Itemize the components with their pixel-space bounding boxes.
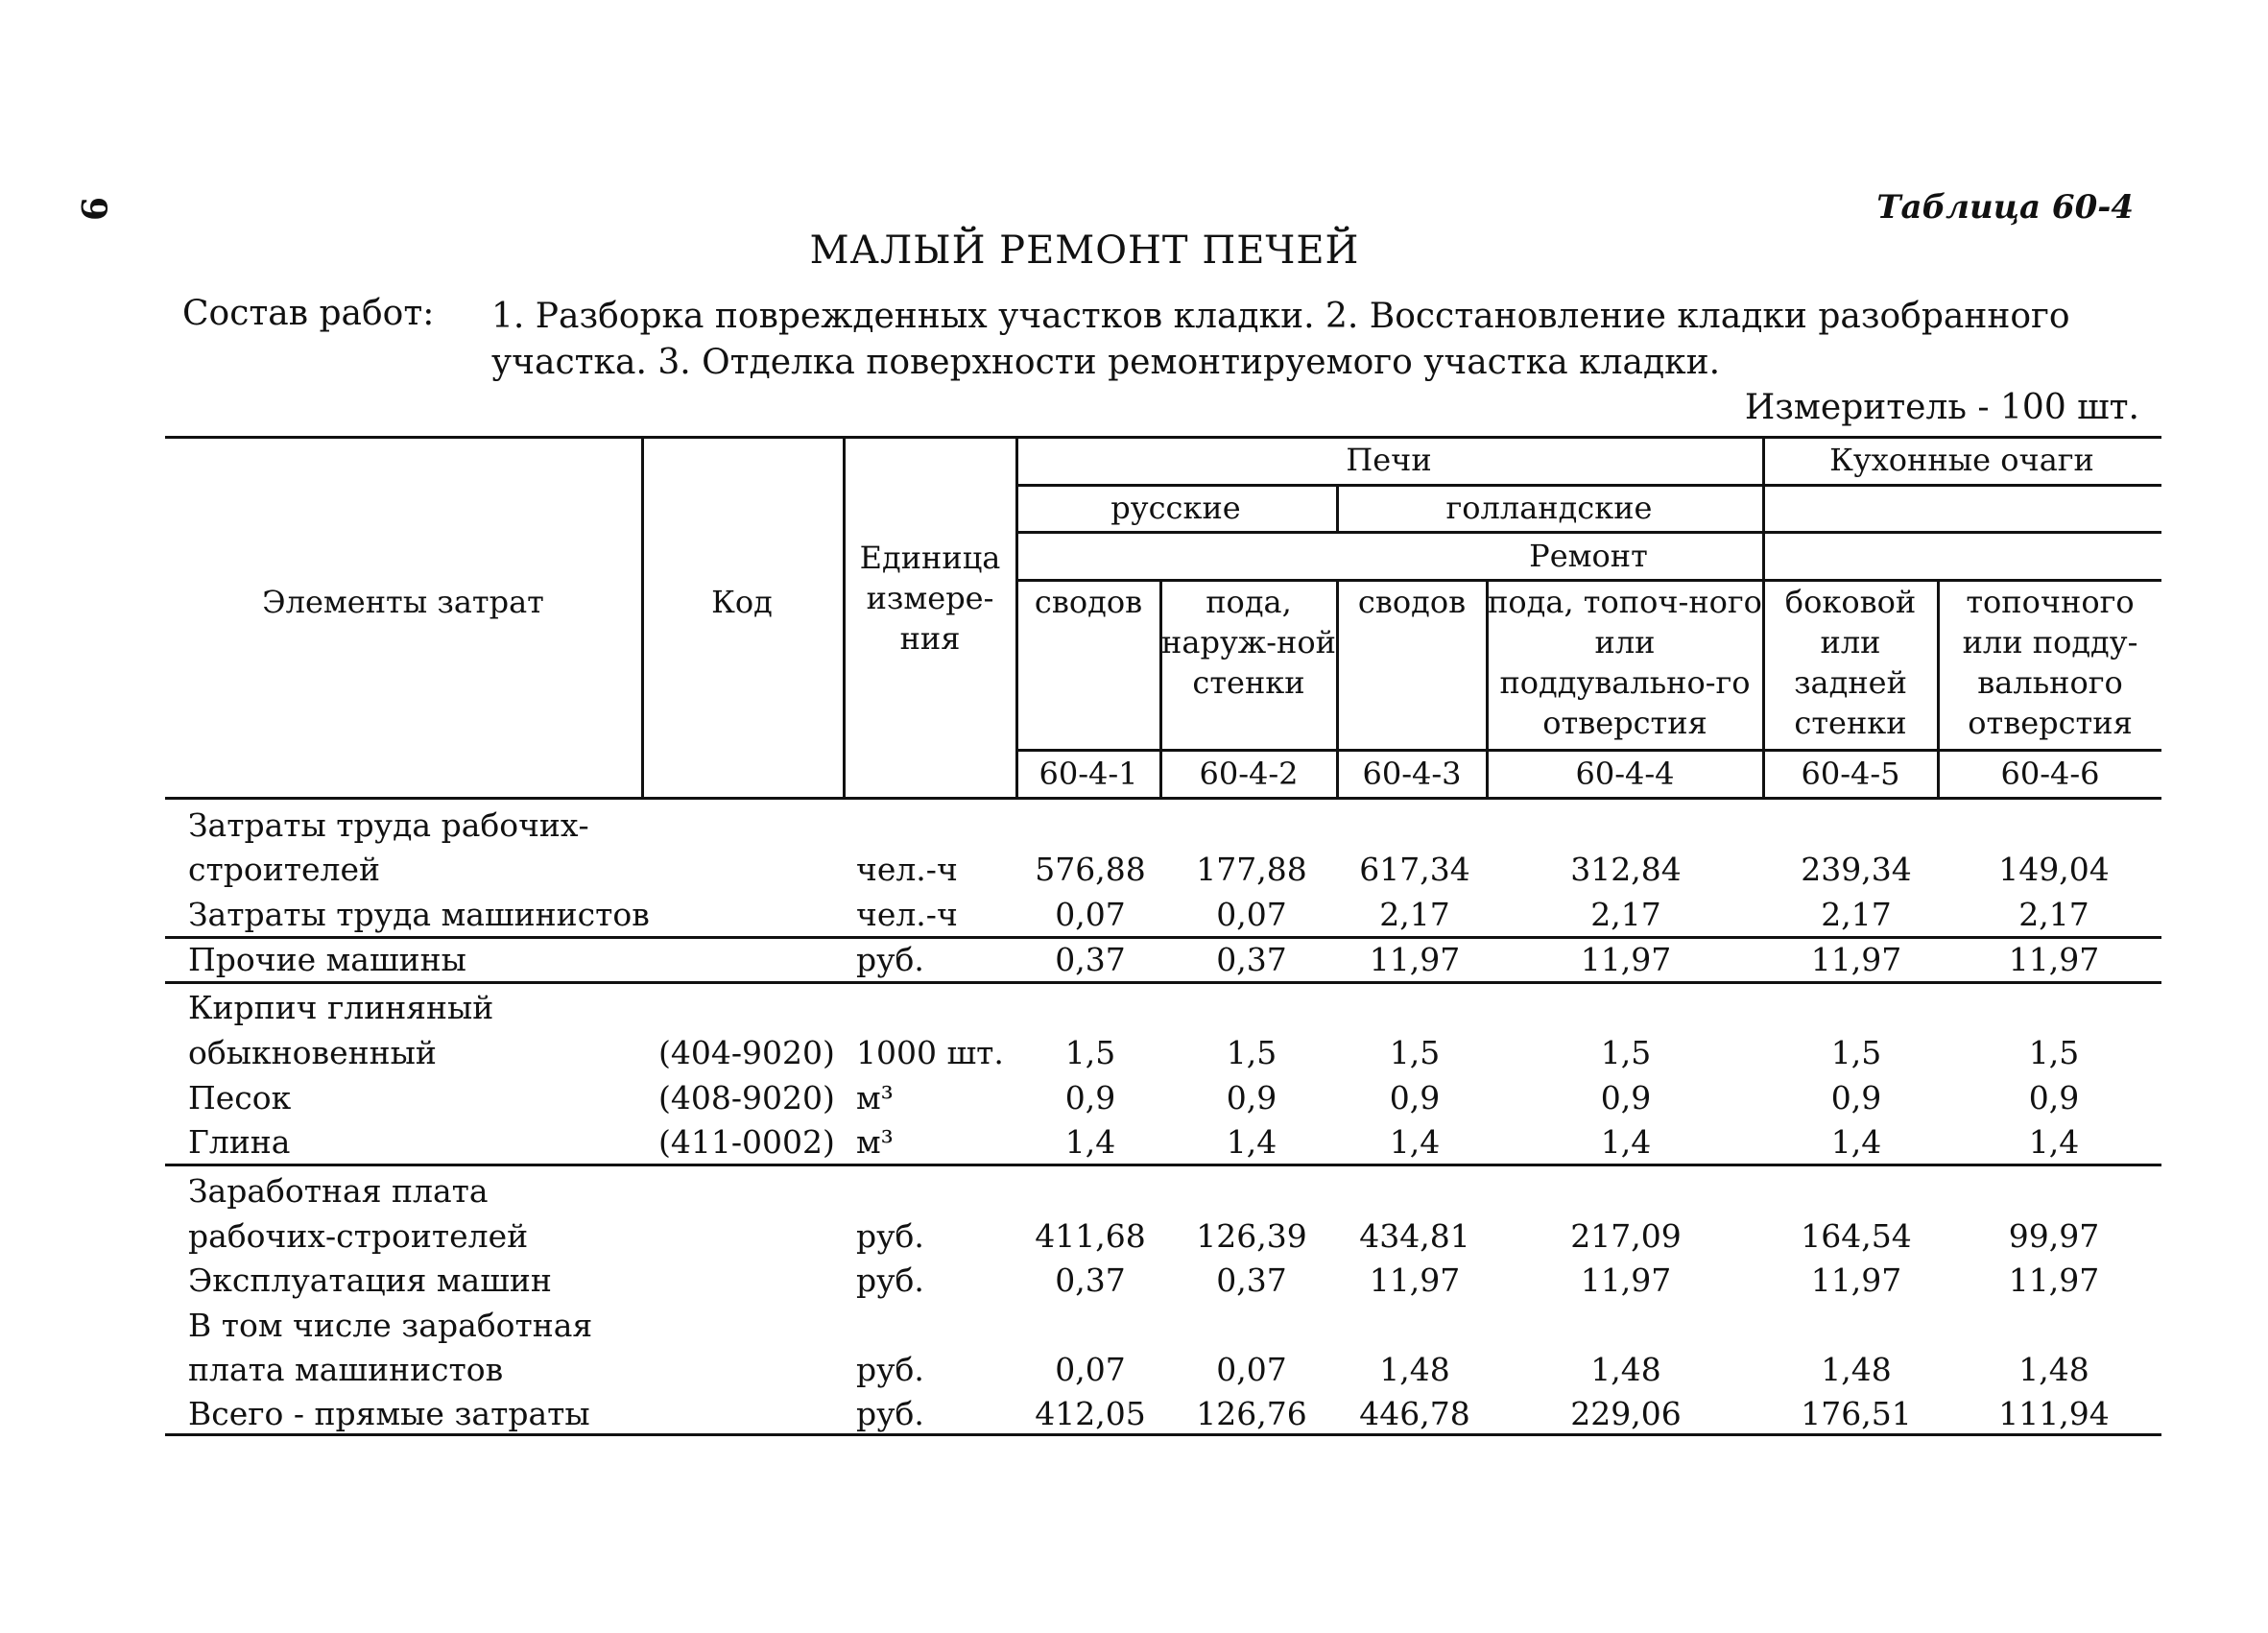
row-name: Кирпич глиняный [188,989,494,1026]
row-unit: м³ [856,1079,894,1117]
row-value: 229,06 [1570,1395,1682,1432]
rule-top [165,436,2161,439]
header-russian: русские [1110,490,1241,526]
row-unit: чел.-ч [856,851,958,888]
row-name: плата машинистов [188,1351,504,1388]
row-value: 446,78 [1359,1395,1470,1432]
row-value: 0,9 [1600,1079,1652,1117]
row-value: 1,5 [1830,1034,1882,1071]
composition-text: 1. Разборка поврежденных участков кладки. 2. Восстановление кладки разобранного участка. 3. Отделка поверхности ремонтируемого участка кладки. [491,297,2070,382]
row-value: 2,17 [1590,896,1661,933]
row-value: 11,97 [2008,941,2100,978]
row-value: 0,9 [1389,1079,1441,1117]
col-code-6: 60-4-6 [2000,756,2100,792]
row-value: 1,5 [1226,1034,1277,1071]
header-repair: Ремонт [1529,538,1648,574]
row-value: 0,9 [1830,1079,1882,1117]
row-value: 0,07 [1216,896,1287,933]
col-code-2: 60-4-2 [1199,756,1299,792]
row-value: 2,17 [1821,896,1892,933]
rule-header-bottom [165,797,2161,800]
row-unit: чел.-ч [856,896,958,933]
row-value: 239,34 [1801,851,1912,888]
header-kitchen: Кухонные очаги [1829,442,2094,478]
row-unit: руб. [856,941,924,978]
row-unit: руб. [856,1395,924,1432]
row-value: 1,5 [1064,1034,1116,1071]
row-value: 1,4 [1600,1123,1652,1161]
row-code: (411-0002) [658,1123,835,1161]
row-value: 99,97 [2008,1217,2100,1255]
header-elements: Элементы затрат [262,584,544,620]
row-value: 0,37 [1216,1261,1287,1299]
row-value: 126,39 [1196,1217,1307,1255]
row-value: 0,07 [1055,1351,1126,1388]
header-unit: Единица измере-ния [859,540,1001,657]
header-pechi: Печи [1346,442,1432,478]
row-value: 0,37 [1055,941,1126,978]
row-name: строителей [188,851,380,888]
row-value: 1,48 [2018,1351,2089,1388]
row-value: 126,76 [1196,1395,1307,1432]
row-value: 11,97 [1369,941,1461,978]
rule-types [1015,531,2161,534]
row-value: 411,68 [1035,1217,1146,1255]
row-value: 0,37 [1216,941,1287,978]
col-code-1: 60-4-1 [1039,756,1138,792]
col-code-3: 60-4-3 [1362,756,1462,792]
row-unit: м³ [856,1123,894,1161]
row-value: 1,48 [1590,1351,1661,1388]
row-value: 11,97 [2008,1261,2100,1299]
row-code: (408-9020) [658,1079,835,1117]
row-value: 0,9 [1064,1079,1116,1117]
col-code-5: 60-4-5 [1801,756,1900,792]
row-value: 1,4 [1226,1123,1277,1161]
row-value: 0,9 [1226,1079,1277,1117]
row-value: 0,07 [1216,1351,1287,1388]
row-unit: руб. [856,1217,924,1255]
measure-unit: Измеритель - 100 шт. [1744,388,2139,427]
row-value: 0,9 [2028,1079,2080,1117]
page-title: МАЛЫЙ РЕМОНТ ПЕЧЕЙ [809,228,1360,273]
row-value: 576,88 [1035,851,1146,888]
header-dutch: голландские [1445,490,1653,526]
row-name: Всего - прямые затраты [188,1395,590,1432]
row-value: 11,97 [1369,1261,1461,1299]
row-value: 1,5 [1600,1034,1652,1071]
row-value: 1,4 [1064,1123,1116,1161]
row-unit: руб. [856,1351,924,1388]
row-value: 2,17 [1379,896,1450,933]
row-value: 412,05 [1035,1395,1146,1432]
composition-label: Состав работ: [182,294,435,333]
row-unit: 1000 шт. [856,1034,1004,1071]
rule-group1 [165,936,2161,939]
row-value: 0,37 [1055,1261,1126,1299]
col-label-3: сводов [1357,584,1467,620]
row-value: 434,81 [1359,1217,1470,1255]
row-value: 176,51 [1801,1395,1912,1432]
row-value: 177,88 [1196,851,1307,888]
row-value: 617,34 [1359,851,1470,888]
row-value: 0,07 [1055,896,1126,933]
row-value: 312,84 [1570,851,1682,888]
header-code: Код [711,584,773,620]
row-name: Песок [188,1079,292,1117]
col-label-5: боковой или задней стенки [1784,584,1917,741]
row-name: Глина [188,1123,291,1161]
row-name: Прочие машины [188,941,466,978]
col-label-4: пода, топоч-ного или поддувально-го отверстия [1488,584,1762,741]
row-value: 1,4 [2028,1123,2080,1161]
row-value: 1,5 [1389,1034,1441,1071]
row-value: 1,48 [1379,1351,1450,1388]
row-value: 1,4 [1389,1123,1441,1161]
row-name: Затраты труда машинистов [188,896,650,933]
row-value: 164,54 [1801,1217,1912,1255]
row-value: 1,5 [2028,1034,2080,1071]
col-code-4: 60-4-4 [1575,756,1675,792]
rule-pechi [1015,484,2161,487]
col-label-6: топочного или подду-вального отверстия [1962,584,2138,741]
row-value: 1,4 [1830,1123,1882,1161]
rule-group3 [165,1164,2161,1166]
row-name: Заработная плата [188,1172,489,1210]
row-value: 2,17 [2018,896,2089,933]
page-number: 9 [73,197,113,222]
row-name: обыкновенный [188,1034,437,1071]
row-value: 11,97 [1580,941,1672,978]
row-value: 149,04 [1998,851,2110,888]
row-value: 111,94 [1998,1395,2110,1432]
row-value: 11,97 [1810,941,1902,978]
row-name: Эксплуатация машин [188,1261,552,1299]
rule-labels [1015,749,2161,752]
table-label: Таблица 60-4 [1876,188,2134,227]
row-name: Затраты труда рабочих- [188,806,589,844]
row-code: (404-9020) [658,1034,835,1071]
row-value: 217,09 [1570,1217,1682,1255]
row-value: 1,48 [1821,1351,1892,1388]
row-name: рабочих-строителей [188,1217,529,1255]
row-value: 11,97 [1580,1261,1672,1299]
row-unit: руб. [856,1261,924,1299]
col-label-2: пода, наруж-ной стенки [1161,584,1336,701]
row-name: В том числе заработная [188,1307,593,1344]
rule-group2 [165,981,2161,984]
rule-bottom [165,1433,2161,1436]
row-value: 11,97 [1810,1261,1902,1299]
col-label-1: сводов [1034,584,1143,620]
